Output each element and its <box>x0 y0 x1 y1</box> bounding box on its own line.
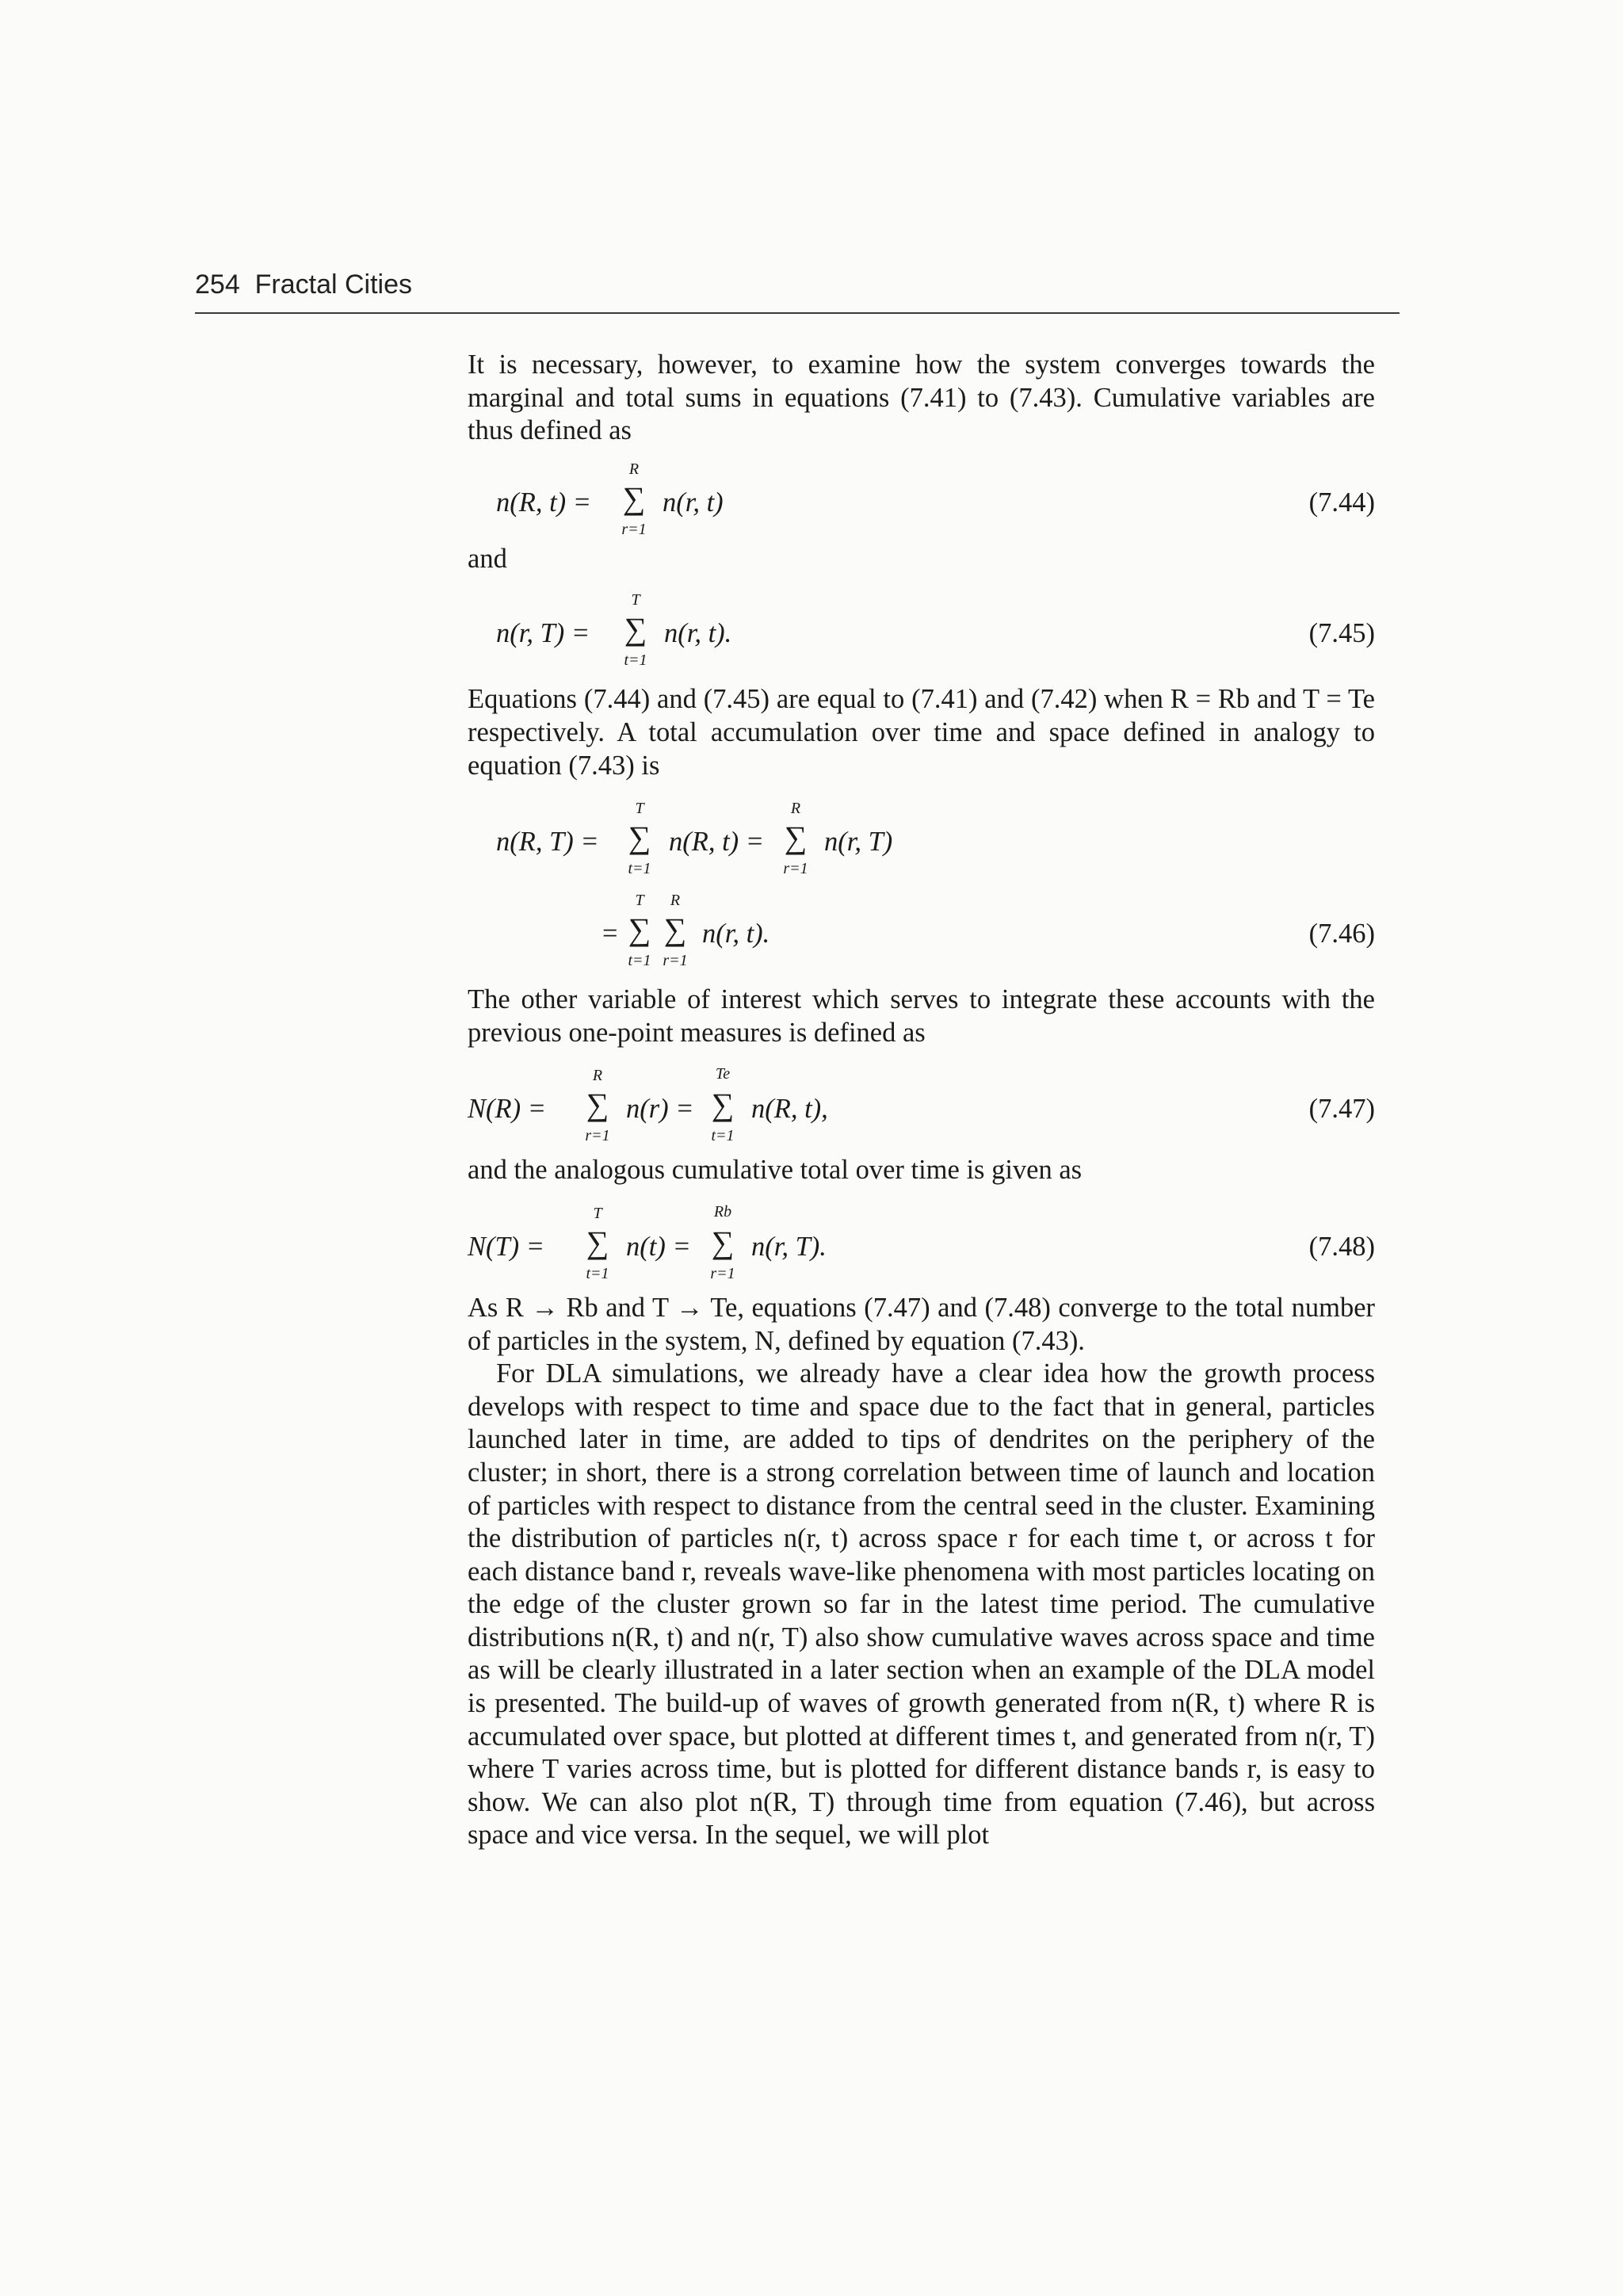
sum-lower-limit: r=1 <box>710 1264 735 1282</box>
sum-lower-limit: t=1 <box>624 651 647 670</box>
sum-upper-limit: R <box>790 800 801 818</box>
paragraph-3: The other variable of interest which serves to integrate these accounts with the previous one-point measures is defined as <box>468 984 1375 1048</box>
eq-lhs: N(T) = <box>468 1231 545 1262</box>
connector-and: and <box>468 543 507 574</box>
sigma-icon: ∑ <box>628 911 651 948</box>
sum-lower-limit: t=1 <box>628 860 651 878</box>
sum-lower-limit: r=1 <box>663 952 688 970</box>
eq-middle: n(r) = <box>626 1094 694 1125</box>
sum-lower-limit: r=1 <box>783 860 808 878</box>
eq-rhs: n(r, t) <box>663 487 724 518</box>
eq-rhs: n(r, t). <box>664 618 732 649</box>
sum-lower-limit: t=1 <box>628 952 651 970</box>
sum-upper-limit: R <box>670 892 681 910</box>
sum-upper-limit: R <box>592 1067 603 1085</box>
eq-line2-equals: = <box>602 919 618 949</box>
sigma-icon: ∑ <box>586 1224 609 1260</box>
sum-upper-limit: T <box>593 1204 602 1222</box>
sum-upper-limit: R <box>628 460 640 478</box>
equation-number: (7.47) <box>1308 1094 1375 1125</box>
sigma-icon: ∑ <box>586 1087 609 1123</box>
eq-middle: n(R, t) = <box>669 827 765 858</box>
equation-7-44 <box>468 448 1375 543</box>
equation-7-46 <box>468 782 1375 980</box>
sigma-icon: ∑ <box>711 1224 735 1260</box>
sum-upper-limit: T <box>635 892 644 910</box>
sigma-icon: ∑ <box>622 479 646 516</box>
eq-line2-rhs: n(r, t). <box>702 919 770 949</box>
equation-number: (7.45) <box>1308 618 1375 649</box>
eq-rhs: n(R, t), <box>751 1094 828 1125</box>
equation-7-48 <box>468 1187 1375 1287</box>
eq-rhs: n(r, T) <box>824 827 893 858</box>
sigma-icon: ∑ <box>628 819 651 856</box>
eq-middle: n(t) = <box>626 1231 691 1262</box>
eq-lhs: n(R, T) = <box>496 827 599 858</box>
sum-lower-limit: r=1 <box>585 1127 610 1145</box>
sigma-icon: ∑ <box>711 1087 735 1123</box>
equation-number: (7.48) <box>1308 1231 1375 1262</box>
equation-number: (7.44) <box>1308 487 1375 518</box>
page-body <box>468 349 1375 1852</box>
sum-lower-limit: t=1 <box>586 1264 609 1282</box>
paragraph-4: and the analogous cumulative total over time is given as <box>468 1155 1083 1186</box>
sum-lower-limit: r=1 <box>621 520 647 538</box>
eq-lhs: n(r, T) = <box>496 618 590 649</box>
sum-upper-limit: T <box>631 591 640 609</box>
sum-upper-limit: T <box>635 800 644 818</box>
sum-upper-limit: Rb <box>713 1202 732 1221</box>
eq-rhs: n(r, T). <box>751 1231 827 1262</box>
sigma-icon: ∑ <box>663 911 687 948</box>
running-header <box>195 269 1400 315</box>
equation-number: (7.46) <box>1308 919 1375 949</box>
sigma-icon: ∑ <box>784 819 808 856</box>
page-number-and-title <box>195 269 412 300</box>
book-title: Fractal Cities <box>254 269 413 300</box>
sigma-icon: ∑ <box>624 611 647 648</box>
equation-7-45 <box>468 575 1375 674</box>
sum-lower-limit: t=1 <box>711 1127 735 1145</box>
paragraph-1: It is necessary, however, to examine how the system converges towards the marginal and total sums in equations (7.41) to (7.43). Cumulative variables are thus defined as <box>468 350 1375 446</box>
page-number: 254 <box>195 269 240 300</box>
paragraph-2: Equations (7.44) and (7.45) are equal to (7.41) and (7.42) when R = Rb and T = Te respectively. A total accumulation over time and space defined in analogy to equation (7.43) is <box>468 684 1375 781</box>
paragraph-5: As R → Rb and T → Te, equations (7.47) and (7.48) converge to the total number of particles in the system, N, defined by equation (7.43). <box>468 1292 1375 1356</box>
sum-upper-limit: Te <box>715 1065 731 1083</box>
eq-lhs: N(R) = <box>468 1094 546 1125</box>
eq-lhs: n(R, t) = <box>496 487 592 518</box>
equation-7-47 <box>468 1049 1375 1148</box>
paragraph-6: For DLA simulations, we already have a clear idea how the growth process develops with respect to time and space due to the fact that in general, particles launched later in time, are added to tips of dendrites on the periphery of the cluster; in short, there is a strong correlation between time of launch and location of particles with respect to distance from the central seed in the cluster. Examining the distribution of particles n(r, t) across space r for each time t, or across t for each distance band r, reveals wave-like phenomena with most particles locating on the edge of the cluster grown so far in the latest time period. The cumulative distributions n(R, t) and n(r, T) also show cumulative waves across space and time as will be clearly illustrated in a later section when an example of the DLA model is presented. The build-up of waves of growth generated from n(R, t) where R is accumulated over space, but plotted at different times t, and generated from n(r, T) where T varies across time, but is plotted for different distance bands r, is easy to show. We can also plot n(R, T) through time from equation (7.46), but across space and vice versa. In the sequel, we will plot <box>468 1358 1375 1851</box>
header-rule <box>195 312 1400 314</box>
